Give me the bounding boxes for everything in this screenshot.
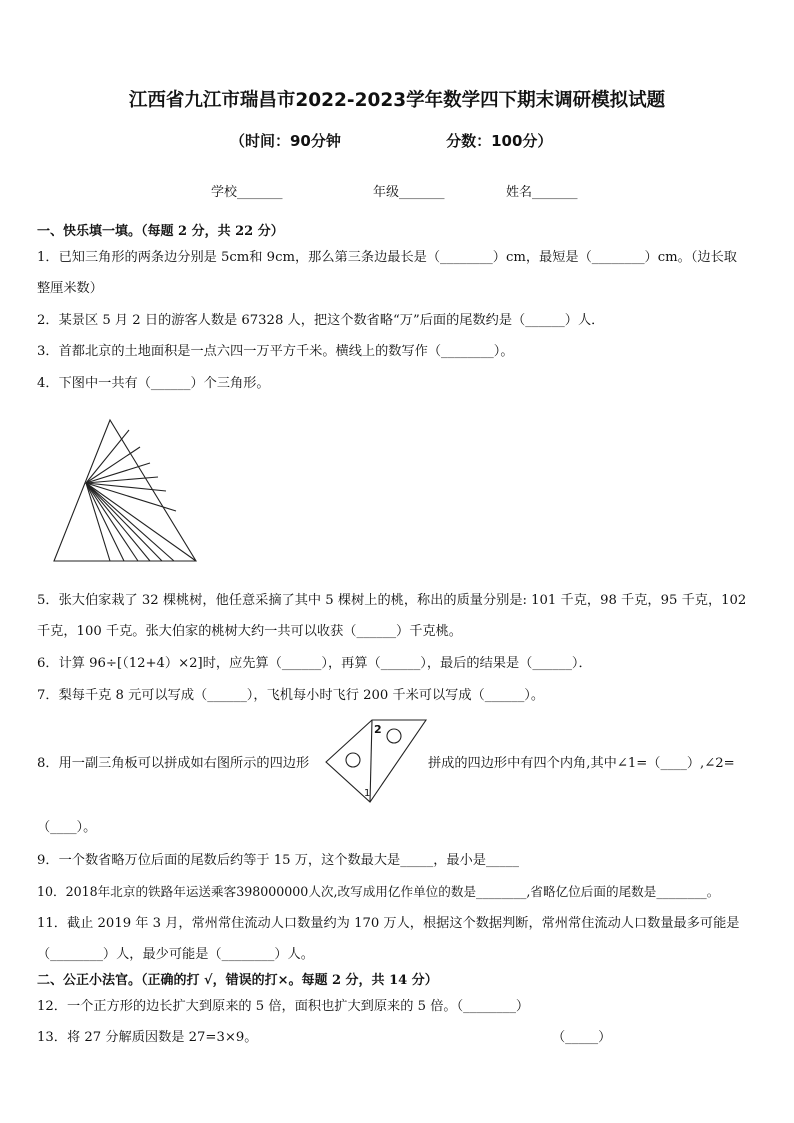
question-13-answer-blank[interactable]: （_____） (552, 1030, 612, 1045)
question-2: 2．某景区 5 月 2 日的游客人数是 67328 人，把这个数省略“万”后面的尾数约是（______）人． (37, 313, 605, 328)
question-5-line1: 5．张大伯家栽了 32 棵桃树，他任意采摘了其中 5 棵树上的桃，称出的质量分别是: 101 千克，98 千克，95 千克，102 (37, 593, 747, 608)
question-1-line2: 整厘米数） (37, 281, 103, 296)
hole-circle-left (346, 753, 360, 767)
question-12: 12．一个正方形的边长扩大到原来的 5 倍，面积也扩大到原来的 5 倍。（________） (37, 999, 530, 1014)
question-8-part2: 拼成的四边形中有四个内角,其中∠1=（____）,∠2= (428, 756, 735, 771)
question-8-part3: （____）。 (37, 820, 97, 835)
question-10: 10．2018年北京的铁路年运送乘客398000000人次,改写成用亿作单位的数是________,省略亿位后面的尾数是________。 (37, 884, 720, 899)
question-1-line1: 1．已知三角形的两条边分别是 5cm和 9cm，那么第三条边最长是（________）cm，最短是（________）cm。（边长取 (37, 250, 737, 265)
section2-heading: 二、公正小法官。（正确的打 √，错误的打×。每题 2 分，共 14 分） (37, 973, 438, 988)
question-11-line2: （________）人，最少可能是（________）人。 (37, 947, 314, 962)
total-score: 分数：100分） (446, 132, 553, 150)
section1-heading: 一、快乐填一填。（每题 2 分，共 22 分） (37, 224, 284, 239)
question-8-part1: 8．用一副三角板可以拼成如右图所示的四边形 (37, 756, 310, 771)
page-title: 江西省九江市瑞昌市2022-2023学年数学四下期末调研模拟试题 (128, 90, 666, 111)
question-3: 3．首都北京的土地面积是一点六四一万平方千米。横线上的数写作（________）。 (37, 344, 514, 359)
triangle-figure (50, 415, 200, 565)
grade-field[interactable]: 年级_______ (373, 185, 445, 200)
question-9: 9．一个数省略万位后面的尾数后约等于 15 万，这个数最大是_____，最小是_____ (37, 853, 519, 868)
hole-circle-right (387, 729, 401, 743)
question-5-line2: 千克，100 千克。张大伯家的桃树大约一共可以收获（______）千克桃。 (37, 624, 462, 639)
question-7: 7．梨每千克 8 元可以写成（______），飞机每小时飞行 200 千米可以写成（______）。 (37, 688, 545, 703)
outer-triangle (54, 420, 196, 561)
school-field[interactable]: 学校_______ (211, 185, 283, 200)
question-4: 4．下图中一共有（______）个三角形。 (37, 376, 270, 391)
time-limit: （时间：90分钟 (230, 132, 341, 150)
exam-meta (230, 130, 552, 151)
question-6: 6．计算 96÷[（12+4）×2]时，应先算（______），再算（______），最后的结果是（______）． (37, 656, 592, 671)
quadrilateral-figure (322, 716, 430, 806)
name-field[interactable]: 姓名_______ (506, 185, 578, 200)
angle-1-label: 1 (364, 788, 371, 799)
question-13: 13．将 27 分解质因数是 27=3×9。 (37, 1030, 258, 1045)
angle-2-label: 2 (374, 723, 382, 736)
question-11-line1: 11．截止 2019 年 3 月，常州常住流动人口数量约为 170 万人，根据这个数据判断，常州常住流动人口数量最多可能是 (37, 916, 740, 931)
